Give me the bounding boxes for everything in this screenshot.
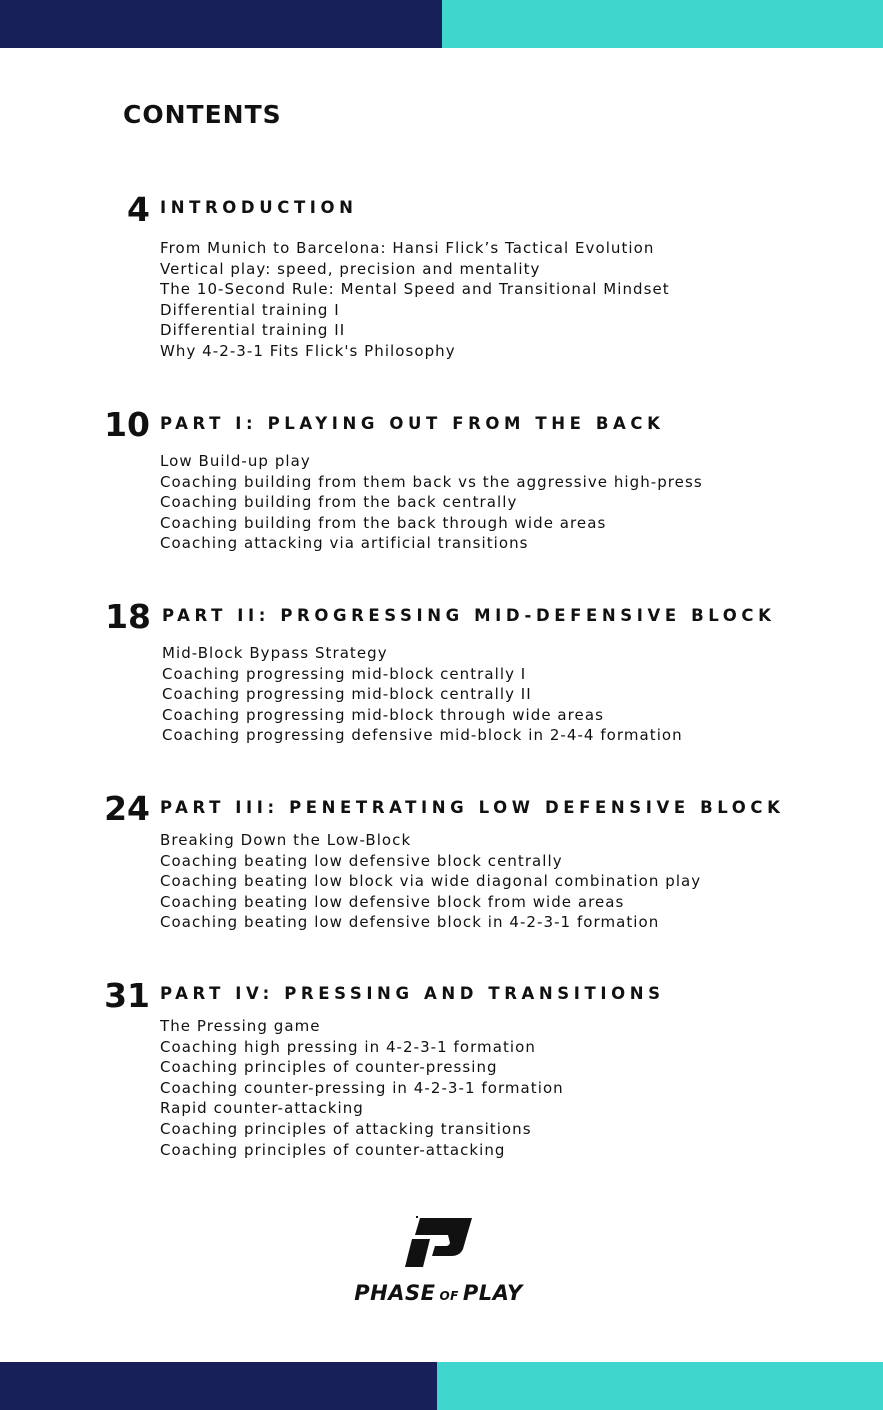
list-item: Coaching progressing mid-block through wide areas: [162, 705, 604, 724]
list-item: Coaching progressing mid-block centrally I: [162, 664, 527, 683]
list-item: Coaching beating low defensive block in 4-2-3-1 formation: [160, 913, 660, 932]
section-title: PART III: PENETRATING LOW DEFENSIVE BLOCK: [160, 798, 785, 817]
list-item: Coaching progressing mid-block centrally II: [162, 685, 532, 704]
section-title: PART IV: PRESSING AND TRANSITIONS: [160, 984, 665, 1003]
list-item: Coaching principles of attacking transitions: [160, 1119, 532, 1138]
logo-word-play: PLAY: [462, 1281, 523, 1305]
section-page-number: 24: [104, 789, 150, 828]
section-item-list: [160, 451, 703, 554]
list-item: Rapid counter-attacking: [160, 1099, 364, 1118]
section-title: PART II: PROGRESSING MID-DEFENSIVE BLOCK: [162, 606, 776, 625]
section-page-number: 4: [127, 190, 150, 229]
list-item: Coaching progressing defensive mid-block in 2-4-4 formation: [162, 726, 683, 745]
list-item: Coaching building from them back vs the aggressive high-press: [160, 472, 703, 491]
section-item-list: [160, 1016, 564, 1160]
list-item: Coaching high pressing in 4-2-3-1 formation: [160, 1037, 536, 1056]
list-item: Coaching building from the back centrally: [160, 493, 518, 512]
phase-of-play-logo: [336, 1215, 541, 1307]
top-bar-teal-segment: [442, 0, 883, 48]
list-item: From Munich to Barcelona: Hansi Flick’s Tactical Evolution: [160, 239, 655, 257]
list-item: Vertical play: speed, precision and mentality: [160, 259, 541, 278]
section-title: PART I: PLAYING OUT FROM THE BACK: [160, 414, 665, 433]
list-item: Coaching counter-pressing in 4-2-3-1 formation: [160, 1078, 564, 1097]
list-item: Coaching beating low defensive block from wide areas: [160, 892, 625, 911]
list-item: Coaching beating low defensive block centrally: [160, 851, 563, 870]
list-item: Coaching principles of counter-attacking: [160, 1140, 506, 1159]
top-bar-navy-segment: [0, 0, 442, 48]
section-page-number: 18: [105, 597, 151, 636]
section-item-list: [160, 238, 670, 362]
list-item: Coaching building from the back through wide areas: [160, 513, 607, 532]
list-item: Differential training II: [160, 321, 346, 340]
list-item: The 10-Second Rule: Mental Speed and Transitional Mindset: [160, 280, 670, 299]
list-item: Why 4-2-3-1 Fits Flick's Philosophy: [160, 341, 456, 360]
list-item: The Pressing game: [160, 1017, 321, 1035]
logo-word-of: OF: [439, 1289, 459, 1303]
page-title: CONTENTS: [123, 100, 282, 129]
list-item: Coaching principles of counter-pressing: [160, 1058, 498, 1077]
section-page-number: 10: [104, 405, 150, 444]
list-item: Coaching attacking via artificial transitions: [160, 534, 529, 553]
bottom-bar-teal-segment: [437, 1362, 883, 1410]
section-page-number: 31: [104, 976, 150, 1015]
bottom-color-bar: [0, 1362, 883, 1410]
logo-wordmark: [336, 1281, 541, 1308]
section-item-list: [160, 830, 701, 933]
section-title: INTRODUCTION: [160, 198, 358, 217]
list-item: Coaching beating low block via wide diagonal combination play: [160, 872, 702, 891]
logo-p-mark-icon: [336, 1215, 541, 1279]
list-item: Breaking Down the Low-Block: [160, 831, 412, 849]
list-item: Differential training I: [160, 300, 340, 319]
section-item-list: [162, 643, 683, 746]
bottom-bar-navy-segment: [0, 1362, 437, 1410]
logo-word-phase: PHASE: [354, 1281, 436, 1305]
list-item: Mid-Block Bypass Strategy: [162, 644, 388, 662]
list-item: Low Build-up play: [160, 452, 311, 470]
top-color-bar: [0, 0, 883, 48]
